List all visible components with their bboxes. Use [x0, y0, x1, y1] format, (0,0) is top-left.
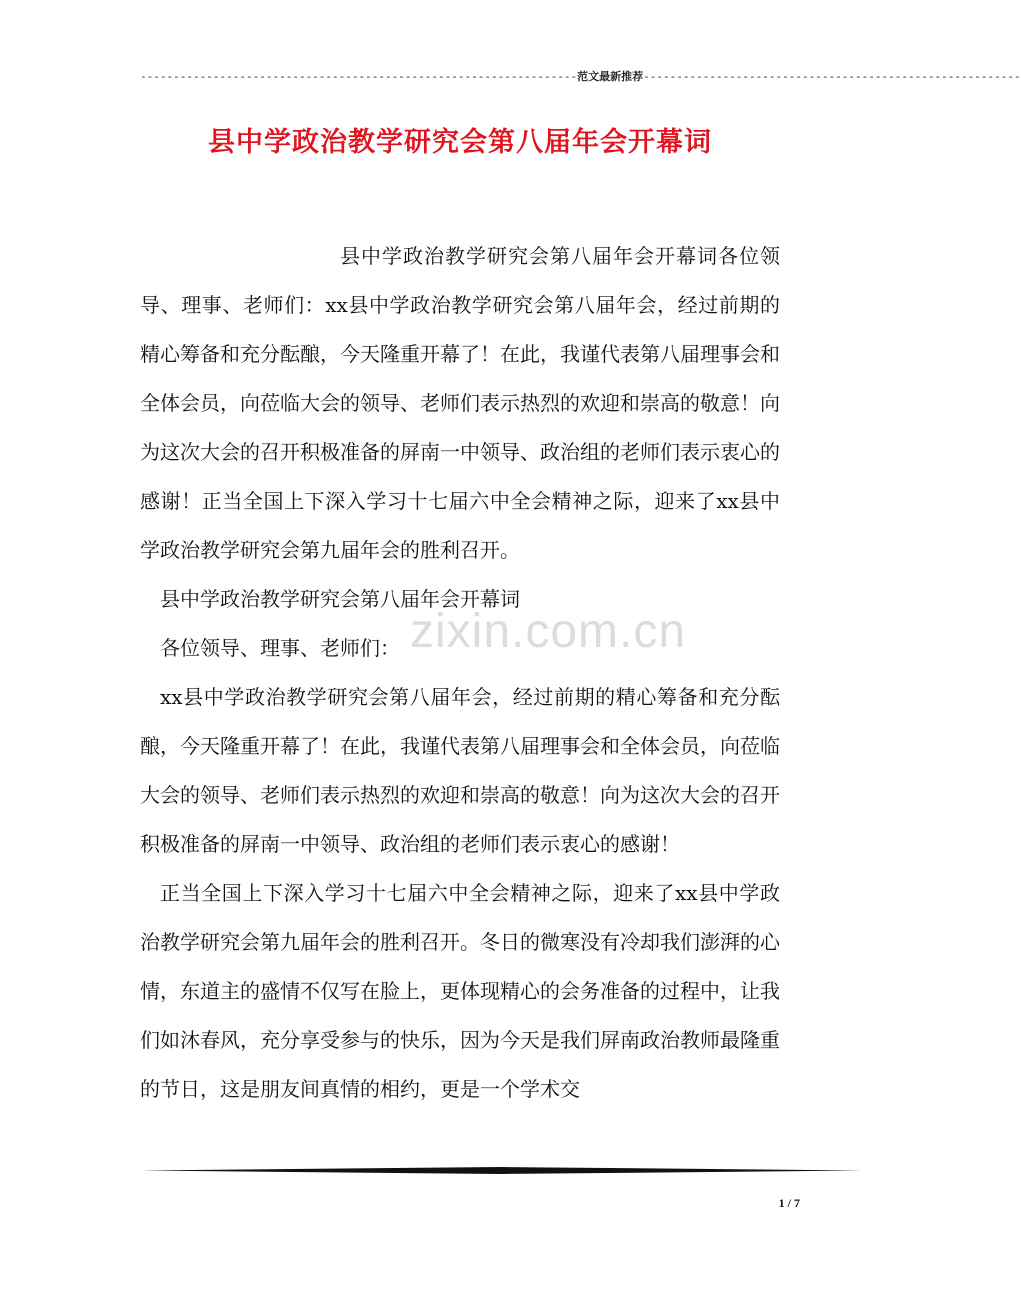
header-dashes-left: ------------------------------------------------------------------	[140, 70, 578, 83]
paragraph-main: 正当全国上下深入学习十七届六中全会精神之际，迎来了xx县中学政治教学研究会第九届年会的胜利召开。冬日的微寒没有冷却我们澎湃的心情，东道主的盛情不仅写在脸上，更体现精心的会务准备的过程中，让我们如沐春风，充分享受参与的快乐，因为今天是我们屏南政治教师最隆重的节日，这是朋友间真情的相约，更是一个学术交	[140, 881, 780, 1101]
paragraph-opening: xx县中学政治教学研究会第八届年会，经过前期的精心筹备和充分酝酿，今天隆重开幕了！在此，我谨代表第八届理事会和全体会员，向莅临大会的领导、老师们表示热烈的欢迎和崇高的敬意！向为这次大会的召开积极准备的屏南一中领导、政治组的老师们表示衷心的感谢！	[140, 685, 780, 856]
header-dashes-right: ---------------------------------------------------------	[643, 70, 1021, 83]
footer-rule	[140, 1167, 862, 1174]
paragraph-intro: 县中学政治教学研究会第八届年会开幕词各位领导、理事、老师们：xx县中学政治教学研究会第八届年会，经过前期的精心筹备和充分酝酿，今天隆重开幕了！在此，我谨代表第八届理事会和全体会员，向莅临大会的领导、老师们表示热烈的欢迎和崇高的敬意！向为这次大会的召开积极准备的屏南一中领导、政治组的老师们表示衷心的感谢！正当全国上下深入学习十七届六中全会精神之际，迎来了xx县中学政治教学研究会第九届年会的胜利召开。	[140, 244, 780, 562]
paragraph-subtitle: 县中学政治教学研究会第八届年会开幕词	[160, 587, 520, 611]
document-body	[140, 232, 780, 1114]
watermark: zixin.com.cn	[410, 605, 687, 658]
document-title: 县中学政治教学研究会第八届年会开幕词	[208, 127, 712, 158]
header-label: 范文最新推荐	[577, 70, 644, 83]
page-number: 1 / 7	[778, 1196, 800, 1210]
paragraph-greeting: 各位领导、理事、老师们：	[160, 636, 400, 660]
page-header	[140, 68, 1021, 88]
